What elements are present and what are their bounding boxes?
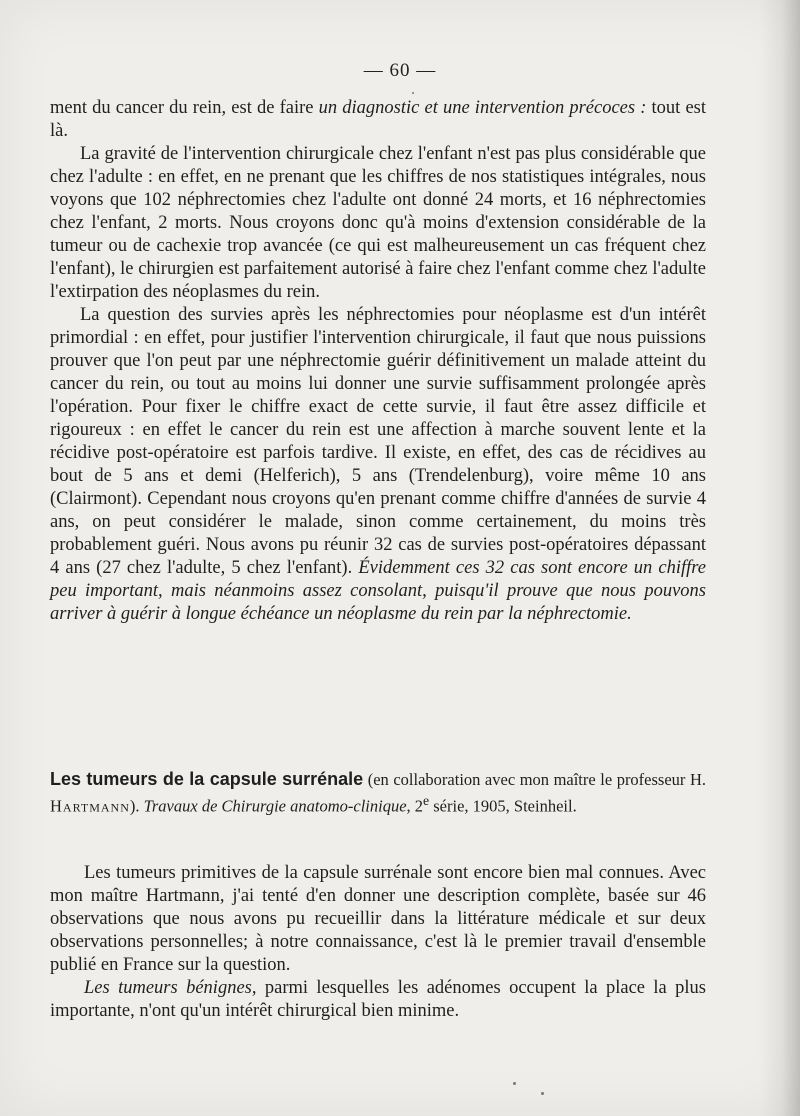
page-edge-shadow [760,0,800,1116]
section-title: Les tumeurs de la capsule surrénale [50,769,364,789]
section-series-end: série, 1905, Steinheil. [429,796,577,816]
section-heading [50,769,706,817]
section-collaboration: (en collaboration avec mon maître le professeur H. [363,770,706,789]
paragraph-benign-text: , parmi lesquelles les adénomes occupent la place la plus importante, n'ont qu'un intérêt chirurgical bien minime. [50,978,706,1021]
paragraph-survival-text: La question des survies après les néphrectomies pour néoplasme est d'un intérêt primordial : en effet, pour justifier l'intervention chirurgicale, il faut que nous puissions prouver que l'on peut par une néphrectomie guérir définitivement un malade atteint du cancer du rein, ou tout au moins lui donner une survie suffisamment prolongée après l'opération. Pour fixer le chiffre exact de cette survie, il faut être assez difficile et rigoureux : en effet le cancer du rein est une affection à marche souvent lente et la récidive post-opératoire est parfois tardive. Il existe, en effet, des cas de récidives au bout de 5 ans et demi (Helferich), 5 ans (Trendelenburg), voire même 10 ans (Clairmont). Cependant nous croyons qu'en prenant comme chiffre d'années de survie 4 ans, on peut considérer le malade, sinon comme certainement, du moins très probablement guéri. Nous avons pu réunir 32 cas de survies post-opératoires dépassant 4 ans (27 chez l'adulte, 5 chez l'enfant). [50,305,706,578]
paragraph-continuation-emphasis: un diagnostic et une intervention précoces : [318,98,647,118]
paragraph-benign [50,977,706,1023]
section-journal: Travaux de Chirurgie anatomo-clinique [143,796,407,816]
ink-speck [541,1092,544,1095]
paragraph-benign-emphasis: Les tumeurs bénignes [84,978,252,998]
paragraph-continuation-end: tout est là. [50,98,706,141]
section-close-paren: ). [129,796,144,816]
paragraph-continuation-text: ment du cancer du rein, est de faire [50,98,319,118]
text-block-lower [50,862,706,1023]
paragraph-adrenal-intro: Les tumeurs primitives de la capsule surrénale sont encore bien mal connues. Avec mon maître Hartmann, j'ai tenté d'en donner une description complète, basée sur 46 observations que nous avons pu recueillir dans la littérature médicale et sur deux observations personnelles; à notre connaissance, c'est là le premier travail d'ensemble publié en France sur la question. [50,863,706,975]
section-series: , 2 [406,796,424,816]
paragraph-gravity: La gravité de l'intervention chirurgicale chez l'enfant n'est pas plus considérable que chez l'adulte : en effet, en ne prenant que les chiffres de nos statistiques intégrales, nous voyons que 102 néphrectomies chez l'adulte ont donné 24 morts, et 16 néphrectomies chez l'enfant, 2 morts. Nous croyons donc qu'à moins d'extension considérable de la tumeur ou de cachexie trop avancée (ce qui est malheureusement un cas fréquent chez l'enfant), le chirurgien est parfaitement autorisé à faire chez l'enfant comme chez l'adulte l'extirpation des néoplasmes du rein. [50,144,706,302]
page-number: — 60 — [363,60,437,81]
paragraph-continuation [50,97,706,143]
paragraph-survival-emphasis: Évidemment ces 32 cas sont encore un chiffre peu important, mais néanmoins assez consolant, puisqu'il prouve que nous pouvons arriver à guérir à longue échéance un néoplasme du rein par la néphrectomie. [50,558,706,624]
ink-speck [513,1082,516,1085]
ink-speck [412,92,414,94]
section-author-name: Hartmann [50,796,130,816]
paragraph-survival [50,304,706,626]
section-series-superscript: e [423,793,430,808]
text-block-upper [50,97,706,626]
